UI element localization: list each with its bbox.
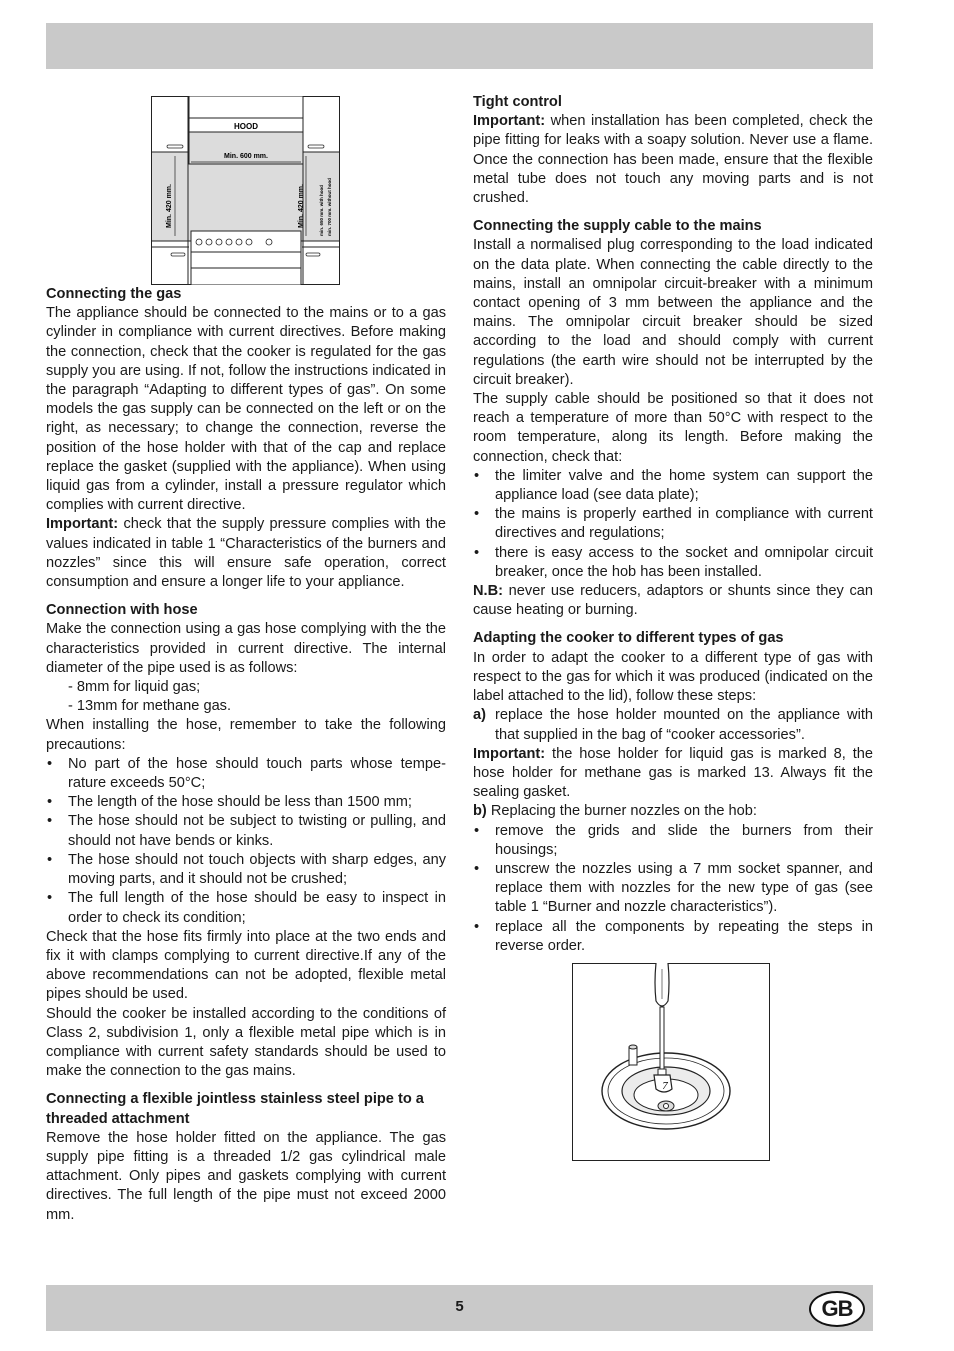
list-item: • The length of the hose should be less than 1500 mm; <box>46 793 446 812</box>
list-item: • there is easy access to the socket and omnipolar circuit breaker, once the hob has been installed. <box>473 544 873 582</box>
nozzle-number-label: 7 <box>662 1080 668 1092</box>
hose-paragraph-1: Make the connection using a gas hose complying with the the characteristics provided in current directive. The internal diameter of the pipe used is as follows: <box>46 621 446 676</box>
step-b: b) Replacing the burner nozzles on the hob: <box>473 803 757 820</box>
important-label: Important: <box>46 516 119 533</box>
step-a: a) replace the hose holder mounted on the appliance with that supplied in the bag of “cooker accessories”. <box>473 707 873 743</box>
hose-diameter-methane: - 13mm for methane gas. <box>68 698 232 715</box>
supply-cable-checklist <box>473 467 873 582</box>
heading-adapting-gas: Adapting the cooker to different types of gas <box>473 630 784 647</box>
list-item: • No part of the hose should touch parts whose tempe-rature exceeds 50°C; <box>46 755 446 793</box>
footer-band <box>46 1285 873 1331</box>
heading-connection-hose: Connection with hose <box>46 602 198 619</box>
supply-cable-paragraph-2: The supply cable should be positioned so that it does not reach a temperature of more than 50°C with respect to the room temperature, along its length. Before making the connection, check that: <box>473 391 873 465</box>
list-item: • The hose should not be subject to twisting or pulling, and should not have bends or kinks. <box>46 812 446 850</box>
heading-flexible-pipe: Connecting a flexible jointless stainless steel pipe to a threaded attachment <box>46 1091 424 1127</box>
flexible-pipe-paragraph: Remove the hose holder fitted on the appliance. The gas supply pipe fitting is a threaded 1/2 gas cylindrical male attachment. Only pipes and gaskets complying with current directives. The full length of the pipe must not exceed 2000 mm. <box>46 1129 446 1223</box>
connecting-gas-important: Important: check that the supply pressure complies with the values indicated in table 1 “Characteristics of the burners and nozzles” since this will ensure safe operation, correct consumption and ensure a longer life to your appliance. <box>46 516 446 591</box>
step-a-label: a) <box>473 707 486 724</box>
heading-connecting-gas: Connecting the gas <box>46 286 182 302</box>
country-badge: GB <box>809 1291 865 1327</box>
header-band <box>46 23 873 69</box>
right-note-2: min. 700 mm. without hood <box>327 177 332 236</box>
right-min-label: Min. 420 mm. <box>298 184 305 228</box>
nb-label: N.B: <box>473 583 503 600</box>
list-item: • remove the grids and slide the burners from their housings; <box>473 822 873 860</box>
list-item: • replace all the components by repeating the steps in reverse order. <box>473 918 873 956</box>
hose-paragraph-4: Should the cooker be installed according to the conditions of Class 2, subdivision 1, only a flexible metal pipe which is in compliance with current safety standards should be used to make the connection to the gas mains. <box>46 1005 446 1080</box>
nozzle-steps-list <box>473 822 873 956</box>
hose-paragraph-2: When installing the hose, remember to take the following precautions: <box>46 717 446 753</box>
width-min-label: Min. 600 mm. <box>224 153 268 160</box>
hose-precautions-list <box>46 755 446 928</box>
list-item: • the mains is properly earthed in compliance with current directives and regulations; <box>473 505 873 543</box>
right-column <box>473 93 873 956</box>
hood-installation-diagram <box>151 96 340 285</box>
connecting-gas-paragraph: The appliance should be connected to the mains or to a gas cylinder in compliance with current directives. Before making the connection, check that the cooker is regulated for the gas supply you are using. If not, follow the instructions indicated in the paragraph “Adapting to different types of gas”. On some models the gas supply can be connected on the left or on the right, as necessary; to change the connection, reverse the position of the hose holder with that of the cap and replace replace the gasket (supplied with the appliance). When using liquid gas from a cylinder, install a pressure regulator which complies with current directive. <box>46 305 446 514</box>
hose-diameter-liquid: - 8mm for liquid gas; <box>68 679 201 696</box>
hood-label: HOOD <box>234 122 258 131</box>
list-item: • unscrew the nozzles using a 7 mm socket spanner, and replace them with nozzles for the new type of gas (see table 1 “Burner and nozzle characteristics”). <box>473 860 873 918</box>
tight-control-important: Important: when installation has been completed, check the pipe fitting for leaks with a soapy solution. Never use a flame. Once the connection has been made, ensure that the flexible metal tube does not touch any moving parts and is not crushed. <box>473 113 873 207</box>
adapting-paragraph: In order to adapt the cooker to a different type of gas with respect to the gas for which it was produced (indicated on the label attached to the lid), follow these steps: <box>473 649 873 705</box>
left-min-label: Min. 420 mm. <box>166 184 173 228</box>
important-label: Important: <box>473 745 546 762</box>
hose-paragraph-3: Check that the hose fits firmly into place at the two ends and fix it with clamps complying to current directive.If any of the above recommendations can not be adopted, flexible metal pipes should be used. <box>46 928 446 1003</box>
supply-cable-nb: N.B: never use reducers, adaptors or shunts since they can cause heating or burning. <box>473 583 873 619</box>
supply-cable-paragraph-1: Install a normalised plug corresponding to the load indicated on the data plate. When connecting the cable directly to the mains, install an omnipolar circuit-breaker with a minimum contact opening of 3 mm between the appliance and the mains. The omnipolar circuit breaker should be sized according to the load and should comply with current regulations (the earth wire should not be interrupted by the circuit breaker). <box>473 237 873 388</box>
important-label: Important: <box>473 113 546 130</box>
page-number: 5 <box>455 1298 464 1315</box>
adapting-important: Important: the hose holder for liquid gas is marked 8, the hose holder for methane gas is marked 13. Always fit the sealing gasket. <box>473 745 873 801</box>
left-column <box>46 285 446 1225</box>
step-b-label: b) <box>473 803 487 820</box>
list-item: • The hose should not touch objects with sharp edges, any moving parts, and it should not be crushed; <box>46 851 446 889</box>
socket-spanner-illustration <box>572 963 770 1161</box>
list-item: • The full length of the hose should be easy to inspect in order to check its condition; <box>46 889 446 927</box>
list-item: • the limiter valve and the home system can support the appliance load (see data plate); <box>473 467 873 505</box>
heading-tight-control: Tight control <box>473 94 562 110</box>
heading-supply-cable: Connecting the supply cable to the mains <box>473 218 762 235</box>
right-note-1: min. 650 mm. with hood <box>319 184 324 236</box>
